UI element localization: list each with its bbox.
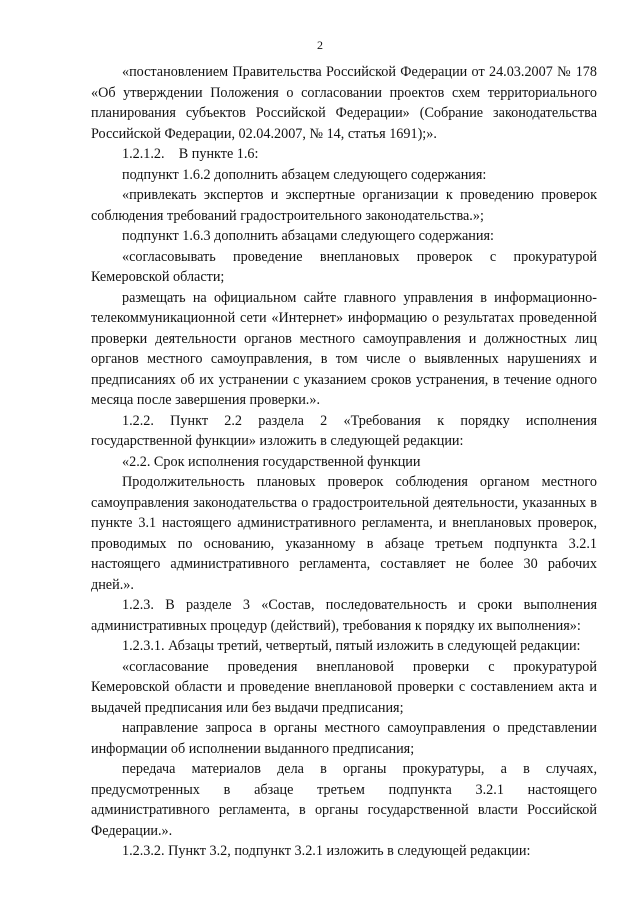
paragraph: «2.2. Срок исполнения государственной функции [122, 453, 421, 470]
paragraph: подпункт 1.6.2 дополнить абзацем следующего содержания: [122, 166, 487, 183]
paragraph: 1.2.3. В разделе 3 «Состав, последовательность и сроки выполнения административных процедур (действий), требования к порядку их выполнения»: [91, 597, 597, 634]
paragraph: «согласование проведения внеплановой проверки с прокуратурой Кемеровской области и проведение внеплановой проверки с составлением акта и выдачей предписания или без выдачи предписания; [91, 658, 597, 716]
paragraph: 1.2.2. Пункт 2.2 раздела 2 «Требования к порядку исполнения государственной функции» изложить в следующей редакции: [91, 412, 597, 449]
paragraph: размещать на официальном сайте главного управления в информационно-телекоммуникационной сети «Интернет» информацию о результатах проведенной проверки деятельности органов местного самоуправления и должностных лиц органов местного самоуправления, в том числе о выявленных нарушениях и предписаниях об их устранении с указанием сроков устранения, в течение одного месяца после завершения проверки.». [91, 289, 597, 408]
paragraph: «привлекать экспертов и экспертные организации к проведению проверок соблюдения требований градостроительного законодательства.»; [91, 187, 597, 224]
document-body [91, 62, 597, 862]
paragraph: «постановлением Правительства Российской Федерации от 24.03.2007 № 178 «Об утверждении Положения о согласовании проектов схем территориального планирования субъектов Российской Федерации» (Собрание законодательства Российской Федерации, 02.04.2007, № 14, статья 1691);». [91, 64, 597, 142]
page-number: 2 [317, 38, 323, 52]
paragraph: передача материалов дела в органы прокуратуры, а в случаях, предусмотренных в абзаце третьем подпункта 3.2.1 настоящего административного регламента, в органы государственной власти Российской Федерации.». [91, 761, 597, 839]
paragraph: подпункт 1.6.3 дополнить абзацами следующего содержания: [122, 228, 494, 244]
paragraph: 1.2.3.1. Абзацы третий, четвертый, пятый изложить в следующей редакции: [122, 638, 581, 654]
paragraph: Продолжительность плановых проверок соблюдения органом местного самоуправления законодательства о градостроительной деятельности, указанных в пункте 3.1 настоящего административного регламента, и внеплановых проверок, проводимых по основанию, указанному в абзаце третьем подпункта 3.2.1 настоящего административного регламента, составляет не более 30 рабочих дней.». [91, 474, 597, 593]
paragraph: 1.2.3.2. Пункт 3.2, подпункт 3.2.1 изложить в следующей редакции: [122, 843, 531, 859]
paragraph: направление запроса в органы местного самоуправления о представлении информации об исполнении выданного предписания; [91, 720, 597, 757]
paragraph: «согласовывать проведение внеплановых проверок с прокуратурой Кемеровской области; [91, 248, 597, 285]
paragraph: 1.2.1.2. В пункте 1.6: [122, 146, 259, 162]
